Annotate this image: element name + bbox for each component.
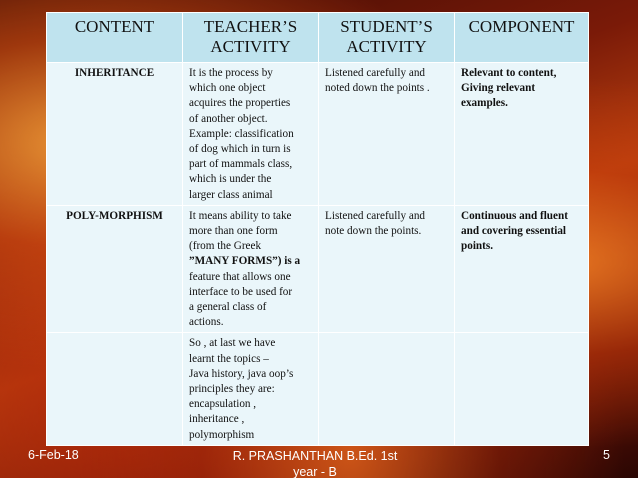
teacher-line: which one object (189, 82, 266, 95)
footer-author-line2: year - B (293, 465, 337, 478)
teacher-line: of another object. (189, 112, 268, 125)
teacher-line: interface to be used for (189, 285, 293, 298)
student-line: Listened carefully and (325, 209, 426, 222)
header-component (455, 13, 589, 63)
teacher-line: So , at last we have (189, 337, 276, 350)
lesson-table (46, 12, 589, 446)
teacher-line: acquires the properties (189, 97, 291, 110)
footer-author-line1: R. PRASHANTHAN B.Ed. 1st (232, 449, 398, 463)
table-header-row (47, 13, 589, 63)
header-students-activity (319, 13, 455, 63)
teacher-line: It is the process by (189, 67, 273, 79)
header-teachers-line1: TEACHER’S (203, 17, 298, 36)
cell-content (47, 63, 183, 206)
cell-component (455, 63, 589, 206)
component-line: examples. (461, 97, 508, 110)
teacher-line: inheritance , (189, 413, 245, 426)
teacher-line: a general class of (189, 301, 267, 314)
student-line: note down the points. (325, 225, 422, 238)
component-line: Giving relevant (461, 82, 536, 95)
teacher-line: polymorphism (189, 428, 255, 441)
cell-component (455, 333, 589, 445)
teacher-line: Java history, java oop’s (189, 367, 294, 380)
header-content (47, 13, 183, 63)
teacher-line: of dog which in turn is (189, 143, 291, 156)
teacher-line: (from the Greek (189, 240, 262, 253)
header-students-line1: STUDENT’S (340, 17, 433, 36)
component-line: and covering essential (461, 225, 567, 238)
cell-student-activity (319, 63, 455, 206)
header-teachers-activity (183, 13, 319, 63)
teacher-line: feature that allows one (189, 270, 291, 283)
student-line: Listened carefully and (325, 67, 426, 79)
cell-student-activity (319, 333, 455, 445)
table-row (47, 205, 589, 333)
teacher-line: part of mammals class, (189, 158, 293, 171)
header-content-label: CONTENT (74, 17, 155, 36)
content-text: INHERITANCE (74, 67, 155, 79)
table-row (47, 63, 589, 206)
cell-teacher-activity (183, 205, 319, 333)
cell-content (47, 205, 183, 333)
table-row (47, 333, 589, 445)
teacher-line: Example: classification (189, 127, 294, 140)
component-line: Continuous and fluent (461, 209, 568, 222)
cell-teacher-activity (183, 63, 319, 206)
header-students-line2: ACTIVITY (346, 37, 427, 56)
header-component-label: COMPONENT (468, 17, 575, 36)
teacher-line: more than one form (189, 225, 278, 238)
footer-date: 6-Feb-18 (28, 448, 79, 462)
teacher-line: larger class animal (189, 188, 273, 201)
teacher-line: principles they are: (189, 383, 275, 396)
teacher-line: learnt the topics – (189, 352, 269, 365)
footer-author (215, 448, 415, 478)
teacher-line: It means ability to take (189, 209, 292, 222)
header-teachers-line2: ACTIVITY (210, 37, 291, 56)
teacher-line: encapsulation , (189, 398, 257, 411)
cell-content (47, 333, 183, 445)
component-line: points. (461, 240, 494, 253)
teacher-line: actions. (189, 316, 224, 329)
teacher-line: ”MANY FORMS”) is a (189, 255, 301, 268)
cell-component (455, 205, 589, 333)
content-text: POLY-MORPHISM (66, 209, 163, 222)
cell-teacher-activity (183, 333, 319, 445)
student-line: noted down the points . (325, 82, 430, 95)
footer-page-number: 5 (603, 448, 610, 462)
cell-student-activity (319, 205, 455, 333)
lesson-table-container (46, 12, 588, 446)
component-line: Relevant to content, (461, 67, 557, 79)
teacher-line: which is under the (189, 173, 272, 186)
